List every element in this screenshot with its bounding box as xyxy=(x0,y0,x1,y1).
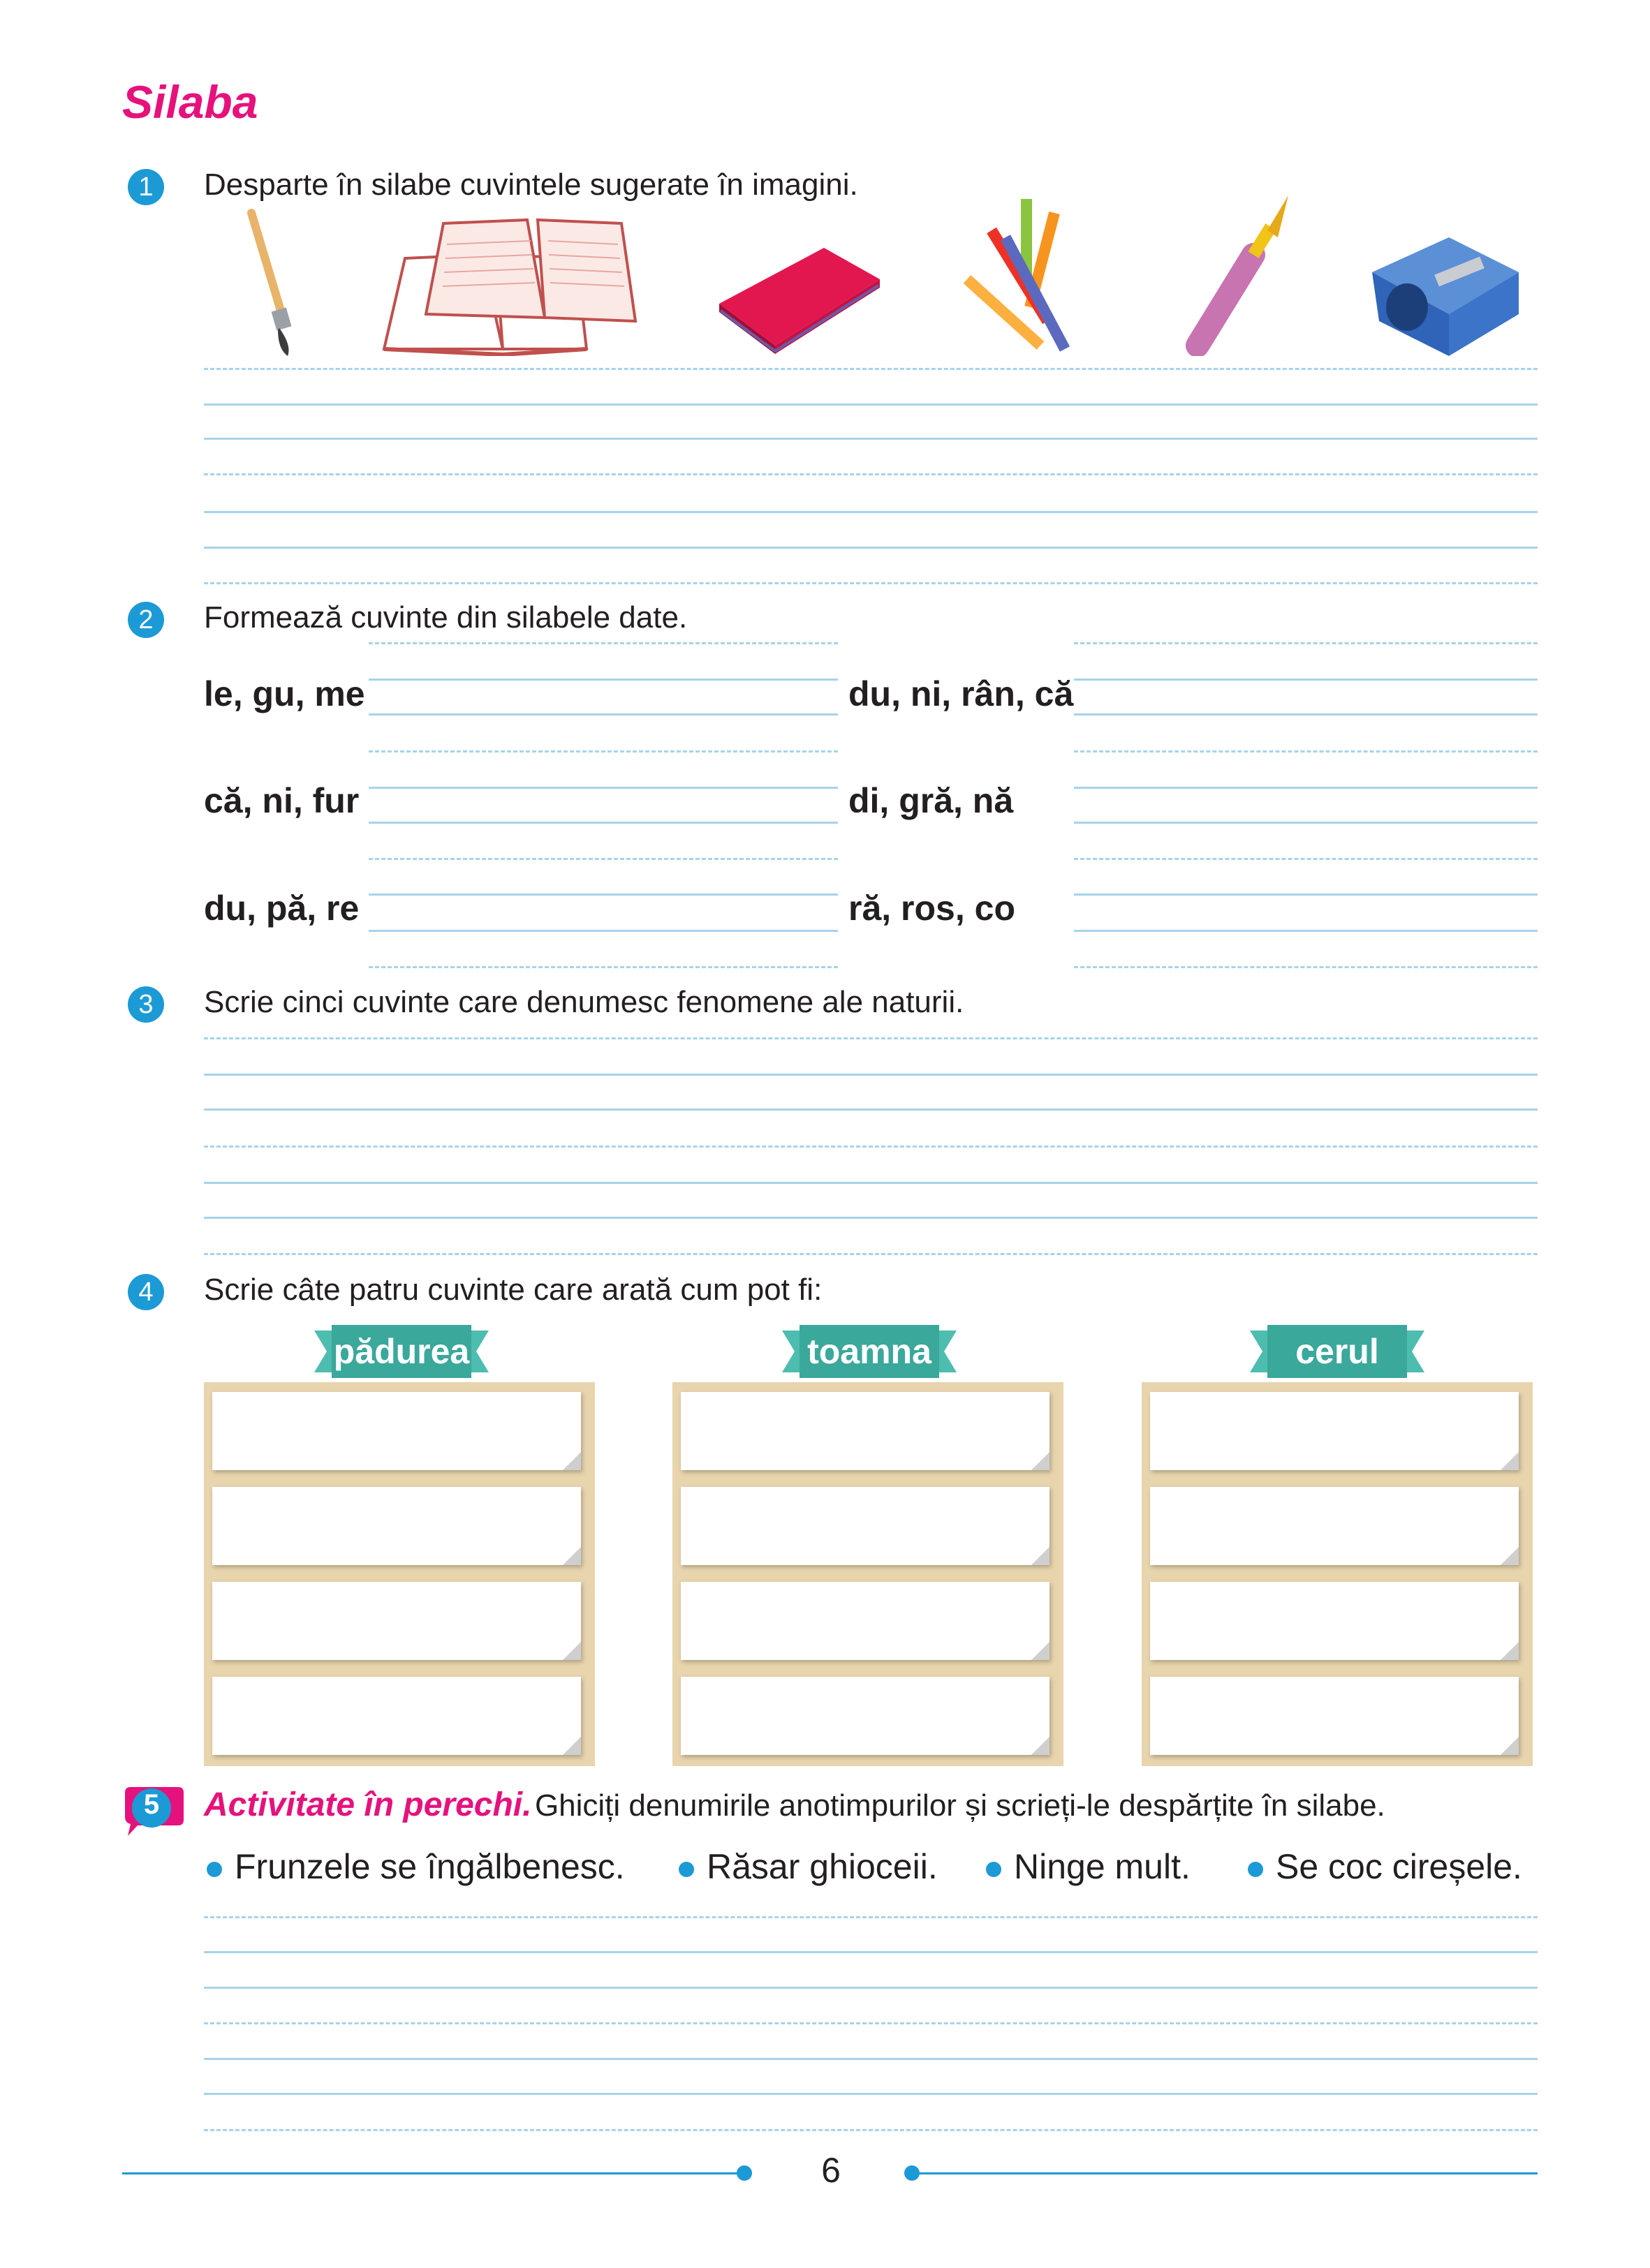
writing-line[interactable] xyxy=(204,2093,1538,2095)
exercise-5-instruction: Ghiciți denumirile anotimpurilor și scrieți-le despărțite în silabe. xyxy=(534,1788,1385,1823)
exercise-3-instruction: Scrie cinci cuvinte care denumesc fenomene ale naturii. xyxy=(204,985,964,1019)
bullet-icon xyxy=(1248,1862,1263,1877)
exercise-number-1: 1 xyxy=(128,169,164,205)
open-books-icon xyxy=(377,216,642,356)
syllables-left-1: le, gu, me xyxy=(204,674,365,713)
writing-line[interactable] xyxy=(204,1146,1538,1148)
page-title: Silaba xyxy=(122,76,258,128)
answer-slot[interactable] xyxy=(212,1487,581,1565)
writing-line[interactable] xyxy=(204,2058,1538,2060)
ribbon-label: toamna xyxy=(807,1332,931,1371)
writing-line[interactable] xyxy=(204,403,1538,406)
fountain-pen-icon xyxy=(1177,188,1302,356)
writing-line[interactable] xyxy=(204,1109,1538,1111)
hint-text: Răsar ghioceii. xyxy=(707,1847,938,1886)
answer-line[interactable] xyxy=(369,894,838,896)
ribbon-padurea xyxy=(314,1325,489,1378)
exercise-number-5: 5 xyxy=(143,1789,160,1820)
ribbon-label: cerul xyxy=(1295,1332,1379,1371)
writing-line[interactable] xyxy=(204,2022,1538,2024)
writing-line[interactable] xyxy=(204,1951,1538,1953)
hint-4 xyxy=(1248,1846,1522,1887)
bullet-icon xyxy=(679,1862,694,1877)
hint-1 xyxy=(207,1846,625,1887)
exercise-1-instruction: Desparte în silabe cuvintele sugerate în imagini. xyxy=(204,168,858,202)
hint-text: Ninge mult. xyxy=(1014,1847,1191,1886)
writing-line[interactable] xyxy=(204,511,1538,513)
writing-line[interactable] xyxy=(204,1253,1538,1255)
answer-line[interactable] xyxy=(1074,642,1538,644)
answer-line[interactable] xyxy=(1074,966,1538,968)
syllables-right-1: du, ni, rân, că xyxy=(848,674,1074,713)
answer-line[interactable] xyxy=(369,679,838,681)
answer-slot[interactable] xyxy=(1150,1582,1519,1660)
syllables-left-3: du, pă, re xyxy=(204,889,360,928)
exercise-number-3: 3 xyxy=(128,986,164,1023)
exercise-number-4: 4 xyxy=(128,1274,164,1310)
answer-line[interactable] xyxy=(1074,679,1538,681)
answer-line[interactable] xyxy=(369,787,838,789)
writing-line[interactable] xyxy=(204,582,1538,584)
answer-line[interactable] xyxy=(369,642,838,644)
writing-line[interactable] xyxy=(204,1987,1538,1989)
answer-line[interactable] xyxy=(369,966,838,968)
answer-slot[interactable] xyxy=(681,1677,1049,1755)
writing-line[interactable] xyxy=(204,2129,1538,2131)
word-box-cerul xyxy=(1142,1382,1533,1766)
syllables-left-2: că, ni, fur xyxy=(204,781,360,820)
writing-line[interactable] xyxy=(204,1037,1538,1039)
ribbon-cerul xyxy=(1250,1325,1424,1378)
hint-text: Frunzele se îngălbenesc. xyxy=(235,1847,625,1886)
activity-label: Activitate în perechi. xyxy=(204,1786,532,1823)
exercise-2-instruction: Formează cuvinte din silabele date. xyxy=(204,600,688,635)
bullet-icon xyxy=(986,1862,1001,1877)
answer-line[interactable] xyxy=(1074,930,1538,932)
answer-line[interactable] xyxy=(1074,894,1538,896)
answer-line[interactable] xyxy=(1074,822,1538,824)
answer-slot[interactable] xyxy=(1150,1392,1519,1470)
exercise-5-header xyxy=(204,1786,1385,1824)
sharpener-icon xyxy=(1365,230,1526,363)
footer-dot-left xyxy=(737,2165,752,2181)
exercise-number-2: 2 xyxy=(128,602,164,638)
exercise-4-instruction: Scrie câte patru cuvinte care arată cum pot fi: xyxy=(204,1273,823,1307)
answer-line[interactable] xyxy=(369,930,838,932)
answer-line[interactable] xyxy=(369,858,838,860)
answer-line[interactable] xyxy=(1074,858,1538,860)
answer-line[interactable] xyxy=(369,822,838,824)
answer-slot[interactable] xyxy=(212,1677,581,1755)
page-number: 6 xyxy=(821,2151,841,2190)
answer-line[interactable] xyxy=(1074,713,1538,716)
colored-pencils-icon xyxy=(957,188,1110,360)
word-box-padurea xyxy=(204,1382,595,1766)
answer-line[interactable] xyxy=(369,713,838,716)
bullet-icon xyxy=(207,1862,222,1877)
answer-line[interactable] xyxy=(1074,750,1538,753)
writing-line[interactable] xyxy=(204,1916,1538,1918)
writing-line[interactable] xyxy=(204,473,1538,475)
answer-slot[interactable] xyxy=(1150,1487,1519,1565)
answer-slot[interactable] xyxy=(1150,1677,1519,1755)
paintbrush-icon xyxy=(237,206,307,360)
writing-line[interactable] xyxy=(204,1074,1538,1076)
writing-line[interactable] xyxy=(204,438,1538,440)
ribbon-label: pădurea xyxy=(333,1332,470,1371)
writing-line[interactable] xyxy=(204,547,1538,549)
answer-slot[interactable] xyxy=(212,1582,581,1660)
syllables-right-3: ră, ros, co xyxy=(848,889,1015,928)
pencil-case-icon xyxy=(712,241,887,360)
answer-slot[interactable] xyxy=(681,1582,1049,1660)
syllables-right-2: di, gră, nă xyxy=(848,781,1014,820)
hint-text: Se coc cireșele. xyxy=(1276,1847,1522,1886)
ribbon-toamna xyxy=(782,1325,957,1378)
writing-line[interactable] xyxy=(204,1182,1538,1184)
writing-line[interactable] xyxy=(204,368,1538,370)
answer-line[interactable] xyxy=(369,750,838,753)
answer-slot[interactable] xyxy=(681,1392,1049,1470)
answer-line[interactable] xyxy=(1074,787,1538,789)
writing-line[interactable] xyxy=(204,1217,1538,1219)
hint-2 xyxy=(679,1846,938,1887)
answer-slot[interactable] xyxy=(212,1392,581,1470)
footer-line-right xyxy=(915,2172,1538,2174)
answer-slot[interactable] xyxy=(681,1487,1049,1565)
footer-line-left xyxy=(122,2172,744,2174)
hint-3 xyxy=(986,1846,1191,1887)
word-box-toamna xyxy=(672,1382,1063,1766)
